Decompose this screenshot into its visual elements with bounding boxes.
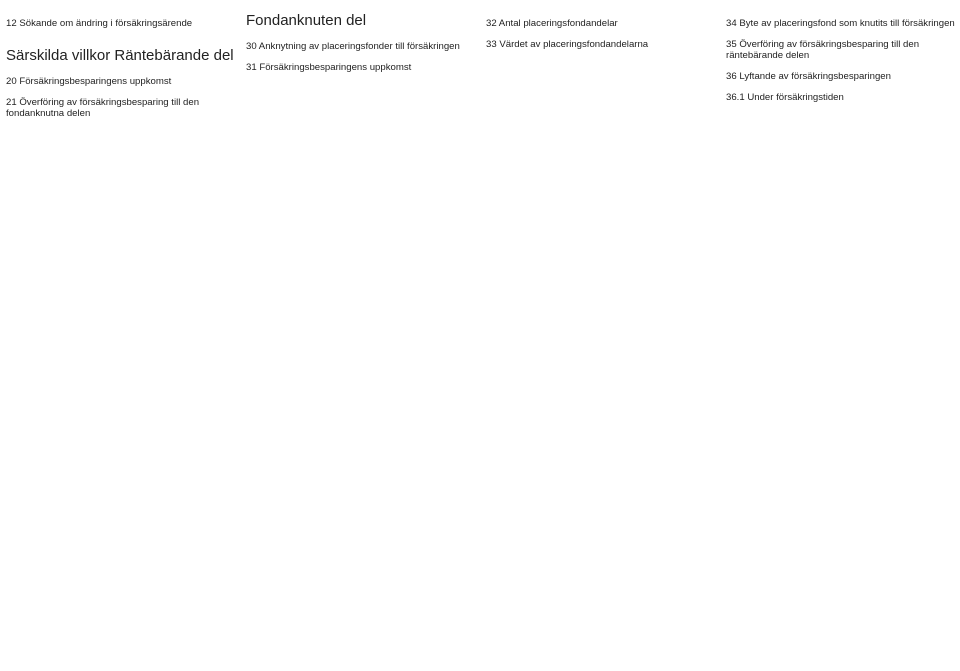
section-heading-33: 33 Värdet av placeringsfondandelarna <box>486 39 649 50</box>
section-heading-34: 34 Byte av placeringsfond som knutits till försäkringen <box>726 18 955 29</box>
section-heading-36: 36 Lyftande av försäkringsbesparingen <box>726 71 891 82</box>
text-column-4 <box>726 4 958 667</box>
section-heading-31: 31 Försäkringsbesparingens uppkomst <box>246 61 412 73</box>
text-column-2 <box>246 4 478 667</box>
text-column-3 <box>486 4 718 667</box>
section-heading-35: 35 Överföring av försäkringsbesparing till den räntebärande delen <box>726 39 920 61</box>
section-heading-21: 21 Överföring av försäkringsbesparing till den fondanknutna delen <box>6 96 200 119</box>
section-heading-30: 30 Anknytning av placeringsfonder till försäkringen <box>246 40 460 52</box>
section-heading-20: 20 Försäkringsbesparingens uppkomst <box>6 75 172 87</box>
section-heading-32: 32 Antal placeringsfondandelar <box>486 18 618 29</box>
part-heading-interest-bearing: Särskilda villkor Räntebärande del <box>6 47 234 64</box>
section-heading-36-1: 36.1 Under försäkringstiden <box>726 92 844 103</box>
section-heading-12: 12 Sökande om ändring i försäkringsärende <box>6 18 193 29</box>
text-column-1 <box>6 4 238 667</box>
part-heading-fund-linked: Fondanknuten del <box>246 12 367 29</box>
